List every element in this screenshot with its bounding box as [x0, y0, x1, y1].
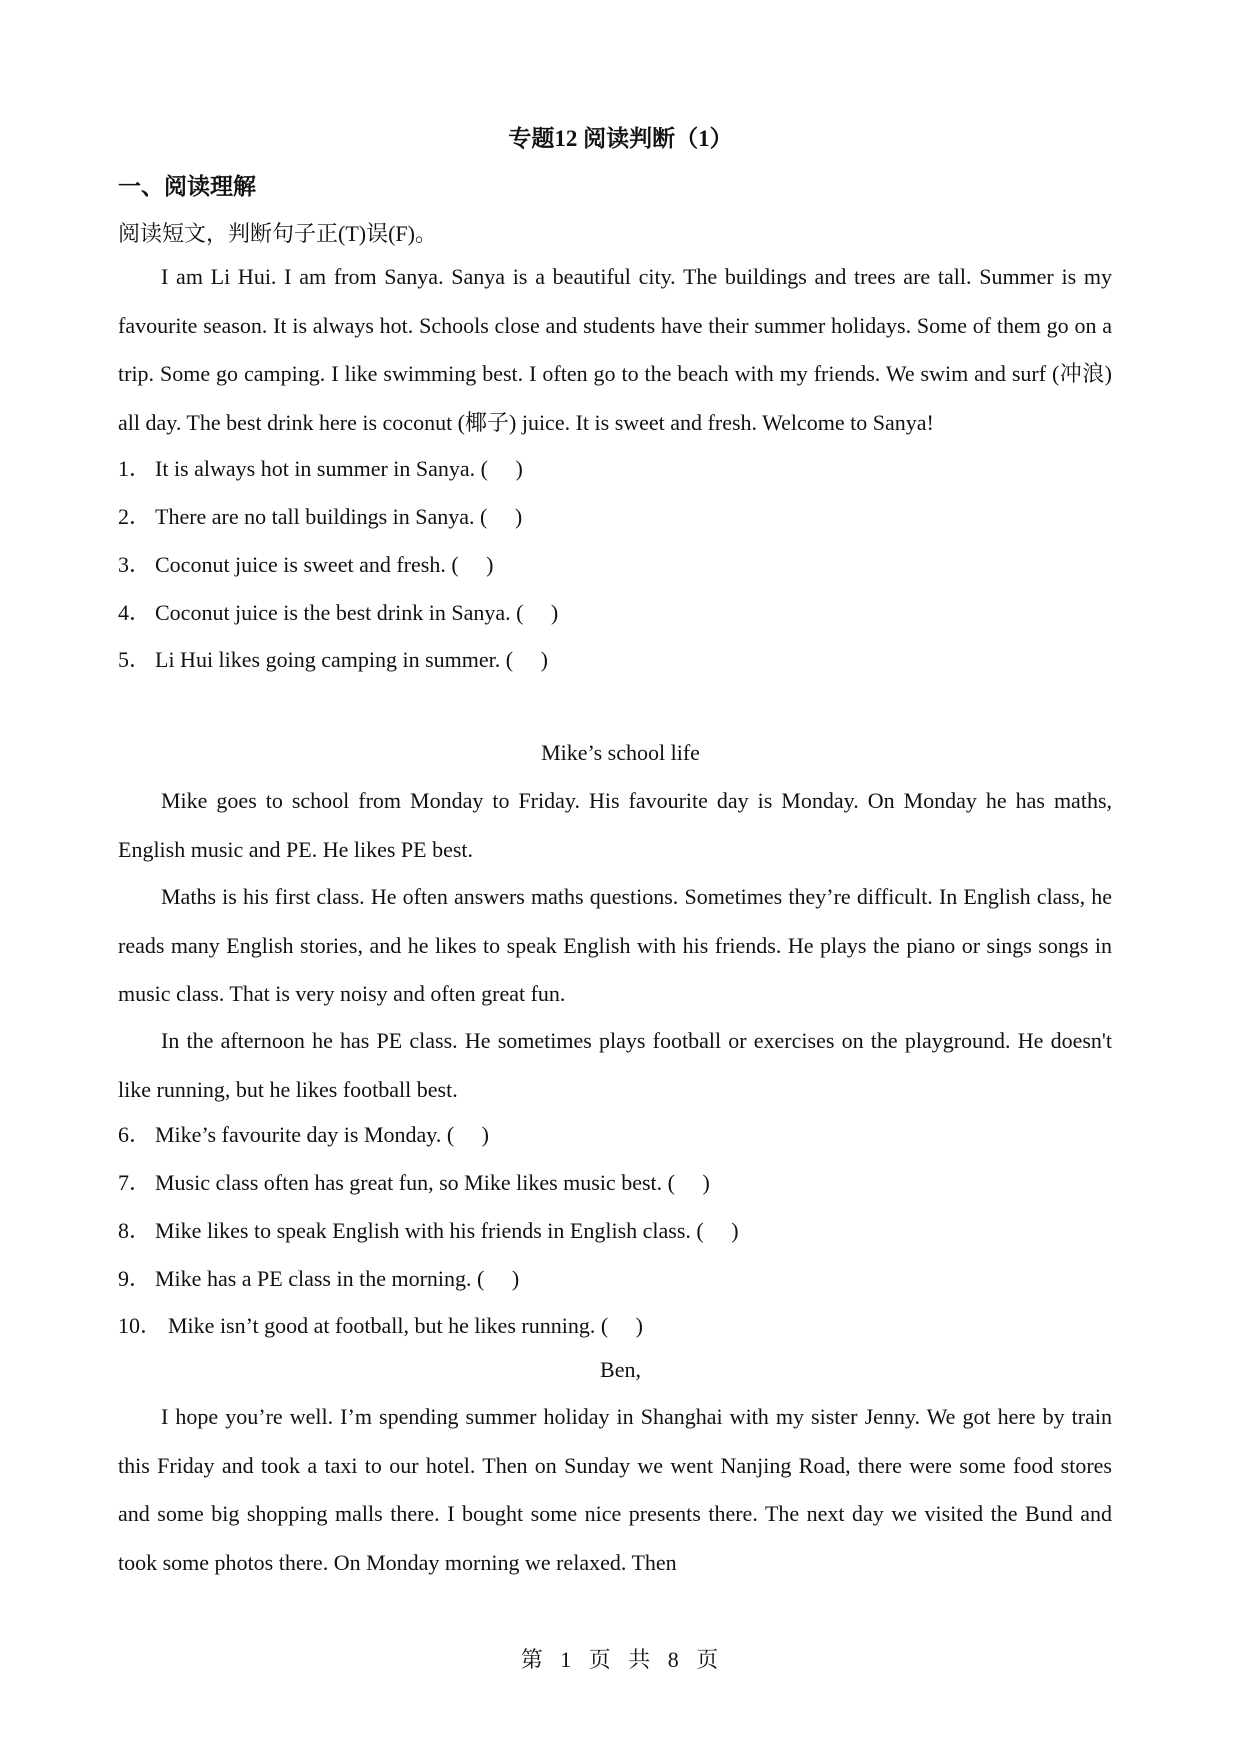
question-number: 10．	[118, 1313, 163, 1338]
question-8	[118, 1214, 739, 1245]
question-3	[118, 548, 493, 579]
passage-title-mike: Mike’s school life	[541, 740, 700, 765]
question-text: Mike isn’t good at football, but he likes running. ( )	[168, 1313, 643, 1338]
question-1	[118, 452, 523, 483]
question-6	[118, 1118, 489, 1149]
passage-sanya: I am Li Hui. I am from Sanya. Sanya is a beautiful city. The buildings and trees are tall. Summer is my favourite season. It is always hot. Schools close and students have their summer holidays. Some of them go on a trip. Some go camping. I like swimming best. I often go to the beach with my friends. We swim and surf (冲浪) all day. The best drink here is coconut (椰子) juice. It is sweet and fresh. Welcome to Sanya!	[118, 264, 1112, 435]
question-number: 3．	[118, 552, 152, 577]
question-5	[118, 643, 548, 674]
question-number: 9．	[118, 1266, 152, 1291]
question-text: Mike likes to speak English with his friends in English class. ( )	[155, 1218, 739, 1243]
passage-mike-paragraph-1: Mike goes to school from Monday to Friday. His favourite day is Monday. On Monday he has maths, English music and PE. He likes PE best.	[118, 788, 1112, 862]
passage-letter: I hope you’re well. I’m spending summer holiday in Shanghai with my sister Jenny. We got here by train this Friday and took a taxi to our hotel. Then on Sunday we went Nanjing Road, there were some food stores and some big shopping malls there. I bought some nice presents there. The next day we visited the Bund and took some photos there. On Monday morning we relaxed. Then	[118, 1404, 1112, 1575]
question-text: Mike has a PE class in the morning. ( )	[155, 1266, 520, 1291]
passage-mike-paragraph-2: Maths is his first class. He often answers maths questions. Sometimes they’re difficult. In English class, he reads many English stories, and he likes to speak English with his friends. He plays the piano or sings songs in music class. That is very noisy and often great fun.	[118, 884, 1112, 1006]
question-number: 8．	[118, 1218, 152, 1243]
question-text: It is always hot in summer in Sanya. ( )	[155, 456, 523, 481]
question-number: 1．	[118, 456, 152, 481]
question-4	[118, 596, 558, 627]
question-7	[118, 1166, 710, 1197]
question-number: 6．	[118, 1122, 152, 1147]
question-text: Music class often has great fun, so Mike likes music best. ( )	[155, 1170, 710, 1195]
document-title: 专题12 阅读判断（1）	[508, 126, 733, 151]
question-text: Coconut juice is the best drink in Sanya. ( )	[155, 600, 559, 625]
question-text: Coconut juice is sweet and fresh. ( )	[155, 552, 494, 577]
letter-greeting: Ben,	[600, 1357, 641, 1382]
section-heading: 一、阅读理解	[118, 174, 256, 199]
question-text: Mike’s favourite day is Monday. ( )	[155, 1122, 490, 1147]
page-footer: 第 1 页 共 8 页	[520, 1647, 721, 1672]
question-number: 2．	[118, 504, 152, 529]
passage-mike-paragraph-3: In the afternoon he has PE class. He sometimes plays football or exercises on the playground. He doesn't like running, but he likes football best.	[118, 1028, 1112, 1102]
question-number: 7．	[118, 1170, 152, 1195]
question-9	[118, 1262, 519, 1293]
question-10	[118, 1309, 643, 1340]
question-2	[118, 500, 522, 531]
question-number: 4．	[118, 600, 152, 625]
question-number: 5．	[118, 647, 152, 672]
question-text: There are no tall buildings in Sanya. ( )	[155, 504, 523, 529]
question-text: Li Hui likes going camping in summer. ( )	[155, 647, 548, 672]
instruction-text: 阅读短文，判断句子正(T)误(F)。	[118, 221, 437, 246]
